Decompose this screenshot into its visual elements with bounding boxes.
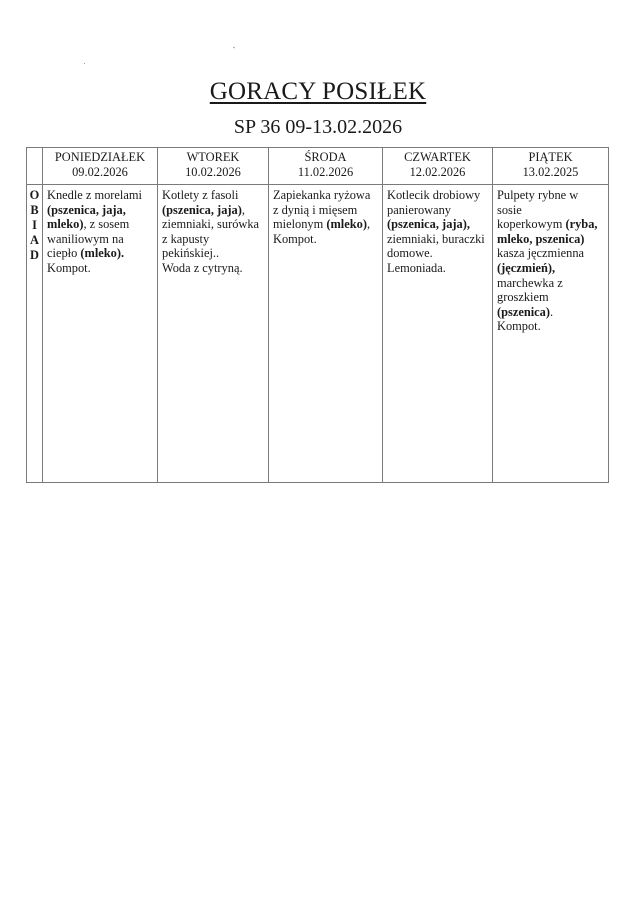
meal-text: Kompot. xyxy=(47,260,91,275)
allergen-text: (ryba, xyxy=(565,217,598,232)
day-date: 10.02.2026 xyxy=(185,164,241,179)
row-label-letter: B xyxy=(30,203,39,217)
meal-text: Kompot. xyxy=(273,231,317,246)
meal-text: waniliowym na xyxy=(47,231,124,246)
allergen-text: mleko) xyxy=(47,217,84,232)
day-header-tuesday xyxy=(158,148,269,185)
meal-line xyxy=(162,217,265,232)
meal-cell-friday xyxy=(493,185,609,483)
meal-line xyxy=(497,217,605,232)
meal-text: groszkiem xyxy=(497,290,549,305)
meal-text: domowe. xyxy=(387,246,433,261)
meal-line xyxy=(497,290,605,305)
meal-line xyxy=(273,203,379,218)
row-label-letter: O xyxy=(29,188,40,202)
meal-text: Kotlety z fasoli xyxy=(162,188,239,202)
day-date: 09.02.2026 xyxy=(72,164,128,179)
meal-text: ciepło xyxy=(47,246,81,261)
header-row xyxy=(27,148,609,185)
meal-line xyxy=(497,188,605,217)
menu-table xyxy=(26,147,609,483)
meal-text: z dynią i mięsem xyxy=(273,202,358,217)
meal-line xyxy=(497,319,605,334)
meal-text: . xyxy=(550,304,554,319)
meal-line xyxy=(387,246,489,261)
page-title: GORACY POSIŁEK xyxy=(209,78,427,105)
meal-line xyxy=(387,217,489,232)
day-date: 12.02.2026 xyxy=(409,164,466,179)
meal-line xyxy=(162,203,265,218)
meal-line xyxy=(162,232,265,247)
meal-line xyxy=(273,217,379,232)
meal-text: ziemniaki, buraczki xyxy=(387,231,485,246)
meal-line xyxy=(497,276,605,291)
meal-line xyxy=(387,203,489,218)
meal-line xyxy=(47,217,154,232)
meal-text: kasza jęczmienna xyxy=(497,246,585,261)
allergen-text: (pszenica) xyxy=(497,304,550,319)
meal-text: Zapiekanka ryżowa xyxy=(273,188,371,202)
meal-line xyxy=(47,246,154,261)
day-header-monday xyxy=(43,148,158,185)
meal-line xyxy=(162,261,265,276)
allergen-text: mleko, pszenica) xyxy=(497,231,585,246)
allergen-text: (pszenica, jaja) xyxy=(162,202,242,217)
meal-cell-thursday xyxy=(383,185,493,483)
meal-line xyxy=(273,188,379,203)
meal-line xyxy=(497,305,605,320)
row-label-letter: D xyxy=(30,248,39,262)
meal-text: Knedle z morelami xyxy=(47,188,142,202)
meal-text: ziemniaki, surówka xyxy=(162,217,260,232)
meal-line xyxy=(162,188,265,203)
meal-line xyxy=(47,261,154,276)
scan-speck xyxy=(84,63,85,64)
meal-line xyxy=(497,261,605,276)
meal-cell-monday xyxy=(43,185,158,483)
day-name: PIĄTEK xyxy=(528,150,573,164)
row-label-letter: A xyxy=(30,233,39,247)
allergen-text: (jęczmień), xyxy=(497,260,556,275)
allergen-text: (pszenica, jaja), xyxy=(387,217,470,232)
day-name: PONIEDZIAŁEK xyxy=(54,150,146,164)
day-date: 13.02.2025 xyxy=(522,164,579,179)
meal-text: Woda z cytryną. xyxy=(162,260,243,275)
meal-text: panierowany xyxy=(387,202,451,217)
allergen-text: (pszenica, jaja, xyxy=(47,202,126,217)
meal-line xyxy=(387,232,489,247)
day-name: CZWARTEK xyxy=(404,150,471,164)
meal-text: z kapusty xyxy=(162,231,210,246)
day-name: WTOREK xyxy=(186,150,240,164)
meal-text: marchewka z xyxy=(497,275,563,290)
row-label-letter: I xyxy=(32,218,37,232)
meal-text: Pulpety rybne w sosie xyxy=(497,188,579,217)
page-subtitle: SP 36 09-13.02.2026 xyxy=(233,116,403,138)
meal-text: , z sosem xyxy=(83,217,130,232)
meal-line xyxy=(497,232,605,247)
allergen-text: (mleko) xyxy=(326,217,367,232)
meal-row xyxy=(27,185,609,483)
meal-text: koperkowym xyxy=(497,217,566,232)
day-header-thursday xyxy=(383,148,493,185)
meal-text: pekińskiej.. xyxy=(162,246,220,261)
day-name: ŚRODA xyxy=(304,150,347,164)
meal-text: mielonym xyxy=(273,217,327,232)
meal-line xyxy=(497,246,605,261)
scan-speck xyxy=(233,46,235,48)
row-label-obiad xyxy=(27,185,43,483)
day-date: 11.02.2026 xyxy=(297,164,354,179)
meal-cell-tuesday xyxy=(158,185,269,483)
meal-line xyxy=(47,232,154,247)
meal-line xyxy=(162,246,265,261)
meal-text: , xyxy=(366,217,371,232)
meal-cell-wednesday xyxy=(269,185,383,483)
meal-line xyxy=(387,188,489,203)
meal-text: Kotlecik drobiowy xyxy=(387,188,481,202)
meal-text: Kompot. xyxy=(497,319,541,334)
meal-line xyxy=(47,203,154,218)
meal-line xyxy=(47,188,154,203)
meal-text: Lemoniada. xyxy=(387,260,446,275)
day-header-wednesday xyxy=(269,148,383,185)
meal-text: , xyxy=(241,202,245,217)
day-header-friday xyxy=(493,148,609,185)
meal-line xyxy=(387,261,489,276)
corner-cell xyxy=(27,148,43,185)
meal-line xyxy=(273,232,379,247)
allergen-text: (mleko). xyxy=(80,246,125,261)
